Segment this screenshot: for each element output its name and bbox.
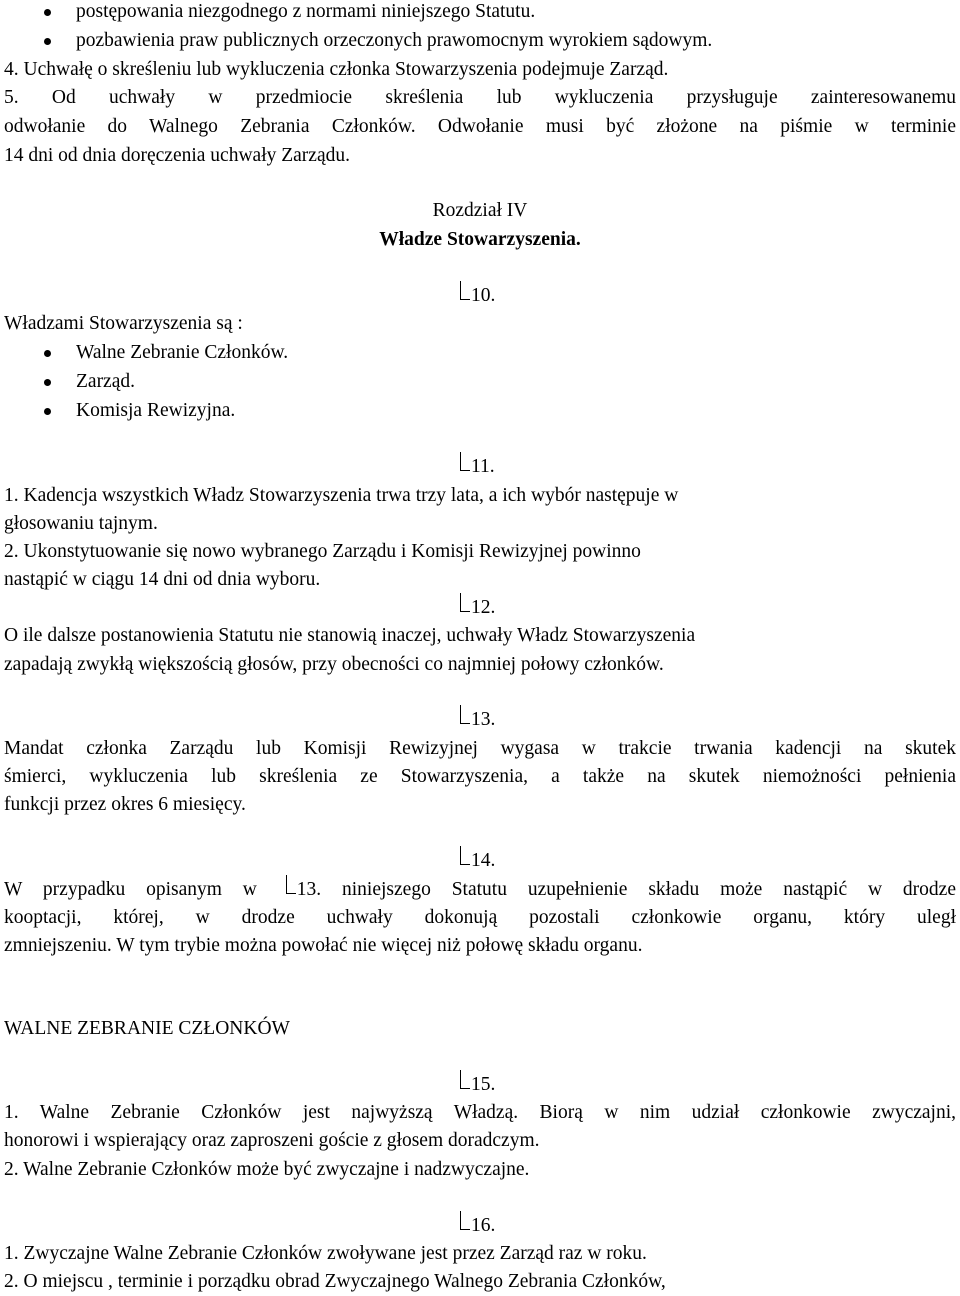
paragraph-line: odwołanie do Walnego Zebrania Członków. Odwołanie musi być złożone na piśmie w terminie bbox=[4, 116, 956, 137]
paragraph-line: 2. Walne Zebranie Członków może być zwyczajne i nadzwyczajne. bbox=[4, 1159, 530, 1180]
list-item: pozbawienia praw publicznych orzeczonych prawomocnym wyrokiem sądowym. bbox=[76, 30, 713, 51]
paragraph-number: 15. bbox=[471, 1074, 496, 1095]
bullet-icon bbox=[44, 38, 51, 45]
chapter-title: Władze Stowarzyszenia. bbox=[379, 229, 581, 250]
paragraph-number: 13. bbox=[471, 709, 496, 730]
chapter-number: Rozdział IV bbox=[432, 200, 528, 221]
paragraph-line: 5. Od uchwały w przedmiocie skreślenia lub wykluczenia przysługuje zainteresowanemu bbox=[4, 87, 956, 108]
paragraph-line: 14 dni od dnia doręczenia uchwały Zarządu. bbox=[4, 145, 350, 166]
section-heading: WALNE ZEBRANIE CZŁONKÓW bbox=[4, 1018, 290, 1039]
paragraph-number: 16. bbox=[471, 1215, 496, 1236]
bullet-icon bbox=[44, 9, 51, 16]
paragraph-line: zmniejszeniu. W tym trybie można powołać nie więcej niż połowę składu organu. bbox=[4, 935, 643, 956]
paragraph-line: 1. Zwyczajne Walne Zebranie Członków zwoływane jest przez Zarząd raz w roku. bbox=[4, 1243, 647, 1264]
list-item: Komisja Rewizyjna. bbox=[76, 400, 236, 421]
bullet-icon bbox=[44, 408, 51, 415]
paragraph-line: funkcji przez okres 6 miesięcy. bbox=[4, 794, 246, 815]
paragraph-number: 11. bbox=[471, 456, 495, 477]
paragraph-line: O ile dalsze postanowienia Statutu nie stanowią inaczej, uchwały Władz Stowarzyszenia bbox=[4, 625, 696, 646]
paragraph-number: 14. bbox=[471, 850, 496, 871]
paragraph-line: kooptacji, której, w drodze uchwały dokonują pozostali członkowie organu, który uległ bbox=[4, 907, 956, 928]
paragraph-number: 10. bbox=[471, 285, 496, 306]
paragraph-line: Mandat członka Zarządu lub Komisji Rewizyjnej wygasa w trakcie trwania kadencji na skutek bbox=[4, 738, 956, 759]
paragraph-line: Władzami Stowarzyszenia są : bbox=[4, 313, 243, 334]
paragraph-line: nastąpić w ciągu 14 dni od dnia wyboru. bbox=[4, 569, 321, 590]
paragraph-line: 1. Kadencja wszystkich Władz Stowarzyszenia trwa trzy lata, a ich wybór następuje w bbox=[4, 485, 679, 506]
bullet-icon bbox=[44, 350, 51, 357]
list-item: Zarząd. bbox=[76, 371, 135, 392]
paragraph-line: W przypadku opisanym w 13. niniejszego Statutu uzupełnienie składu może nastąpić w drodze bbox=[4, 879, 956, 900]
paragraph-line: śmierci, wykluczenia lub skreślenia ze Stowarzyszenia, a także na skutek niemożności pełnienia bbox=[4, 766, 956, 787]
paragraph-line: 2. O miejscu , terminie i porządku obrad Zwyczajnego Walnego Zebrania Członków, bbox=[4, 1271, 666, 1292]
bullet-icon bbox=[44, 379, 51, 386]
list-item: postępowania niezgodnego z normami niniejszego Statutu. bbox=[76, 1, 536, 22]
paragraph-line: honorowi i wspierający oraz zaproszeni goście z głosem doradczym. bbox=[4, 1130, 540, 1151]
paragraph-line: głosowaniu tajnym. bbox=[4, 513, 158, 534]
paragraph-number: 12. bbox=[471, 597, 496, 618]
paragraph-line: 2. Ukonstytuowanie się nowo wybranego Zarządu i Komisji Rewizyjnej powinno bbox=[4, 541, 641, 562]
paragraph-line: 1. Walne Zebranie Członków jest najwyższą Władzą. Biorą w nim udział członkowie zwyczajni, bbox=[4, 1102, 956, 1123]
list-item: Walne Zebranie Członków. bbox=[76, 342, 289, 363]
paragraph-line: zapadają zwykłą większością głosów, przy obecności co najmniej połowy członków. bbox=[4, 654, 664, 675]
list-item: 4. Uchwałę o skreśleniu lub wykluczenia członka Stowarzyszenia podejmuje Zarząd. bbox=[4, 59, 669, 80]
